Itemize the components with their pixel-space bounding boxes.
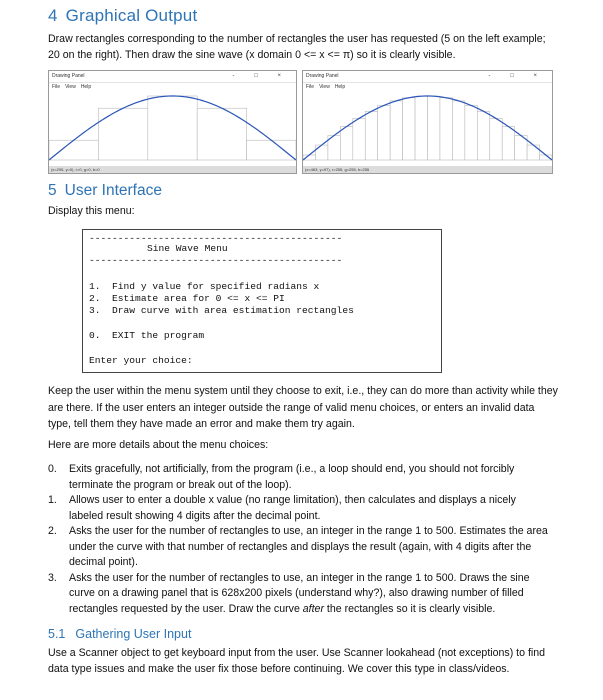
menu-view[interactable]: View bbox=[319, 84, 330, 90]
panel-title: Drawing Panel bbox=[52, 73, 85, 79]
section-title: Gathering User Input bbox=[75, 627, 192, 641]
panel-statusbar: (x=463, y=97), r=255, g=255, b=255 bbox=[303, 166, 552, 173]
panel-statusbar: (x=295, y=0), r=0, g=0, b=0 bbox=[49, 166, 296, 173]
section-5-1-text: Use a Scanner object to get keyboard input from the user. Use Scanner lookahead (not exceptions) to find data type issues and make the user fix those before continuing. We cover this type in class/videos. bbox=[48, 647, 546, 675]
menu-item-3: 3. Draw curve with area estimation rectangles bbox=[89, 305, 354, 316]
section-5-heading bbox=[48, 182, 162, 200]
menu-item-1: 1. Find y value for specified radians x bbox=[89, 281, 320, 292]
keep-user-paragraph: Keep the user within the menu system until they choose to exit, i.e., they can do more than activity while they are there. If the user enters an integer outside the range of valid menu choices, or enters an invalid data type, tell them they have made an error and make them try again. bbox=[48, 385, 558, 430]
menu-item-2: 2. Estimate area for 0 <= x <= PI bbox=[89, 293, 285, 304]
list-number: 3. bbox=[48, 571, 57, 584]
estimation-rectangle bbox=[98, 108, 147, 160]
estimation-rectangle bbox=[465, 105, 477, 160]
section-number: 4 bbox=[48, 6, 58, 25]
estimation-rectangle bbox=[403, 98, 415, 160]
menu-help[interactable]: Help bbox=[334, 84, 346, 90]
panel-title: Drawing Panel bbox=[306, 73, 339, 79]
estimation-rectangle bbox=[148, 96, 197, 160]
section-5-intro: Display this menu: bbox=[48, 205, 135, 217]
section-title: Graphical Output bbox=[65, 6, 198, 25]
section-5-1-heading bbox=[48, 627, 191, 641]
menu-file[interactable]: File bbox=[306, 84, 315, 90]
estimation-rectangle bbox=[197, 108, 246, 160]
menu-prompt: Enter your choice: bbox=[89, 355, 193, 366]
estimation-rectangle bbox=[365, 111, 377, 160]
estimation-rectangle bbox=[49, 140, 98, 160]
details-paragraph: Here are more details about the menu choices: bbox=[48, 439, 269, 451]
estimation-rectangle bbox=[502, 127, 514, 160]
console-menu-box bbox=[82, 229, 442, 373]
estimation-rectangle bbox=[440, 98, 452, 160]
list-item bbox=[48, 462, 553, 493]
list-text-emphasis: after bbox=[302, 602, 324, 615]
section-number: 5.1 bbox=[48, 627, 66, 641]
menu-rule-top: -------------------------------------------- bbox=[89, 233, 343, 244]
list-number: 2. bbox=[48, 525, 57, 537]
list-text: Exits gracefully, not artificially, from the program (i.e., a loop should end, you should not forcibly terminate the program or break out of the loop). bbox=[69, 463, 515, 491]
list-number: 1. bbox=[48, 494, 57, 506]
drawing-panel-right bbox=[302, 70, 553, 174]
list-number: 0. bbox=[48, 463, 57, 475]
drawing-panel-left bbox=[48, 70, 297, 174]
estimation-rectangle bbox=[378, 105, 390, 160]
estimation-rectangle bbox=[315, 145, 327, 160]
menu-view[interactable]: View bbox=[65, 84, 76, 90]
menu-item-exit: 0. EXIT the program bbox=[89, 330, 205, 341]
estimation-rectangle bbox=[390, 101, 402, 160]
estimation-rectangle bbox=[247, 140, 296, 160]
estimation-rectangle bbox=[428, 96, 440, 160]
section-4-intro: Draw rectangles corresponding to the number of rectangles the user has requested (5 on the left example; 20 on the right). Then draw the sine wave (x domain 0 <= x <= π) so it is clearly visible. bbox=[48, 33, 546, 61]
estimation-rectangle bbox=[340, 127, 352, 160]
list-text-after: the rectangles so it is clearly visible. bbox=[323, 602, 496, 615]
menu-rule-bottom: -------------------------------------------- bbox=[89, 255, 343, 266]
panel-titlebar bbox=[49, 71, 296, 83]
list-text: Asks the user for the number of rectangles to use, an integer in the range 1 to 500. Estimates the area under the curve with that number of rectangles and displays the result (again, with 4 digits after the decimal point). bbox=[69, 525, 548, 568]
menu-heading: Sine Wave Menu bbox=[147, 243, 228, 254]
estimation-rectangle bbox=[527, 145, 539, 160]
list-item bbox=[48, 571, 553, 618]
estimation-rectangle bbox=[490, 118, 502, 160]
panel-menubar bbox=[49, 83, 296, 92]
estimation-rectangle bbox=[415, 96, 427, 160]
section-number: 5 bbox=[48, 182, 57, 199]
choices-list bbox=[48, 462, 553, 617]
list-item bbox=[48, 524, 553, 571]
section-title: User Interface bbox=[64, 182, 162, 199]
estimation-rectangle bbox=[353, 118, 365, 160]
menu-file[interactable]: File bbox=[52, 84, 61, 90]
window-controls[interactable]: - □ × bbox=[232, 73, 290, 79]
sine-plot-20-rects bbox=[303, 92, 552, 164]
list-item bbox=[48, 493, 553, 524]
list-text: Allows user to enter a double x value (no range limitation), then calculates and displays a nicely labeled result showing 4 digits after the decimal point. bbox=[69, 494, 516, 522]
section-4-heading bbox=[48, 6, 197, 26]
menu-help[interactable]: Help bbox=[80, 84, 92, 90]
estimation-rectangle bbox=[452, 101, 464, 160]
panel-menubar bbox=[303, 83, 552, 92]
panel-titlebar bbox=[303, 71, 552, 83]
list-text-before: Asks the user for the number of rectangles to use, an integer in the range 1 to 500. Draws the sine curve on a drawing panel that is 628x200 pixels (understand why?), also drawing number of filled rectangles requested by the user. Draw the curve bbox=[69, 571, 530, 615]
estimation-rectangle bbox=[477, 111, 489, 160]
window-controls[interactable]: - □ × bbox=[488, 73, 546, 79]
sine-plot-5-rects bbox=[49, 92, 296, 164]
